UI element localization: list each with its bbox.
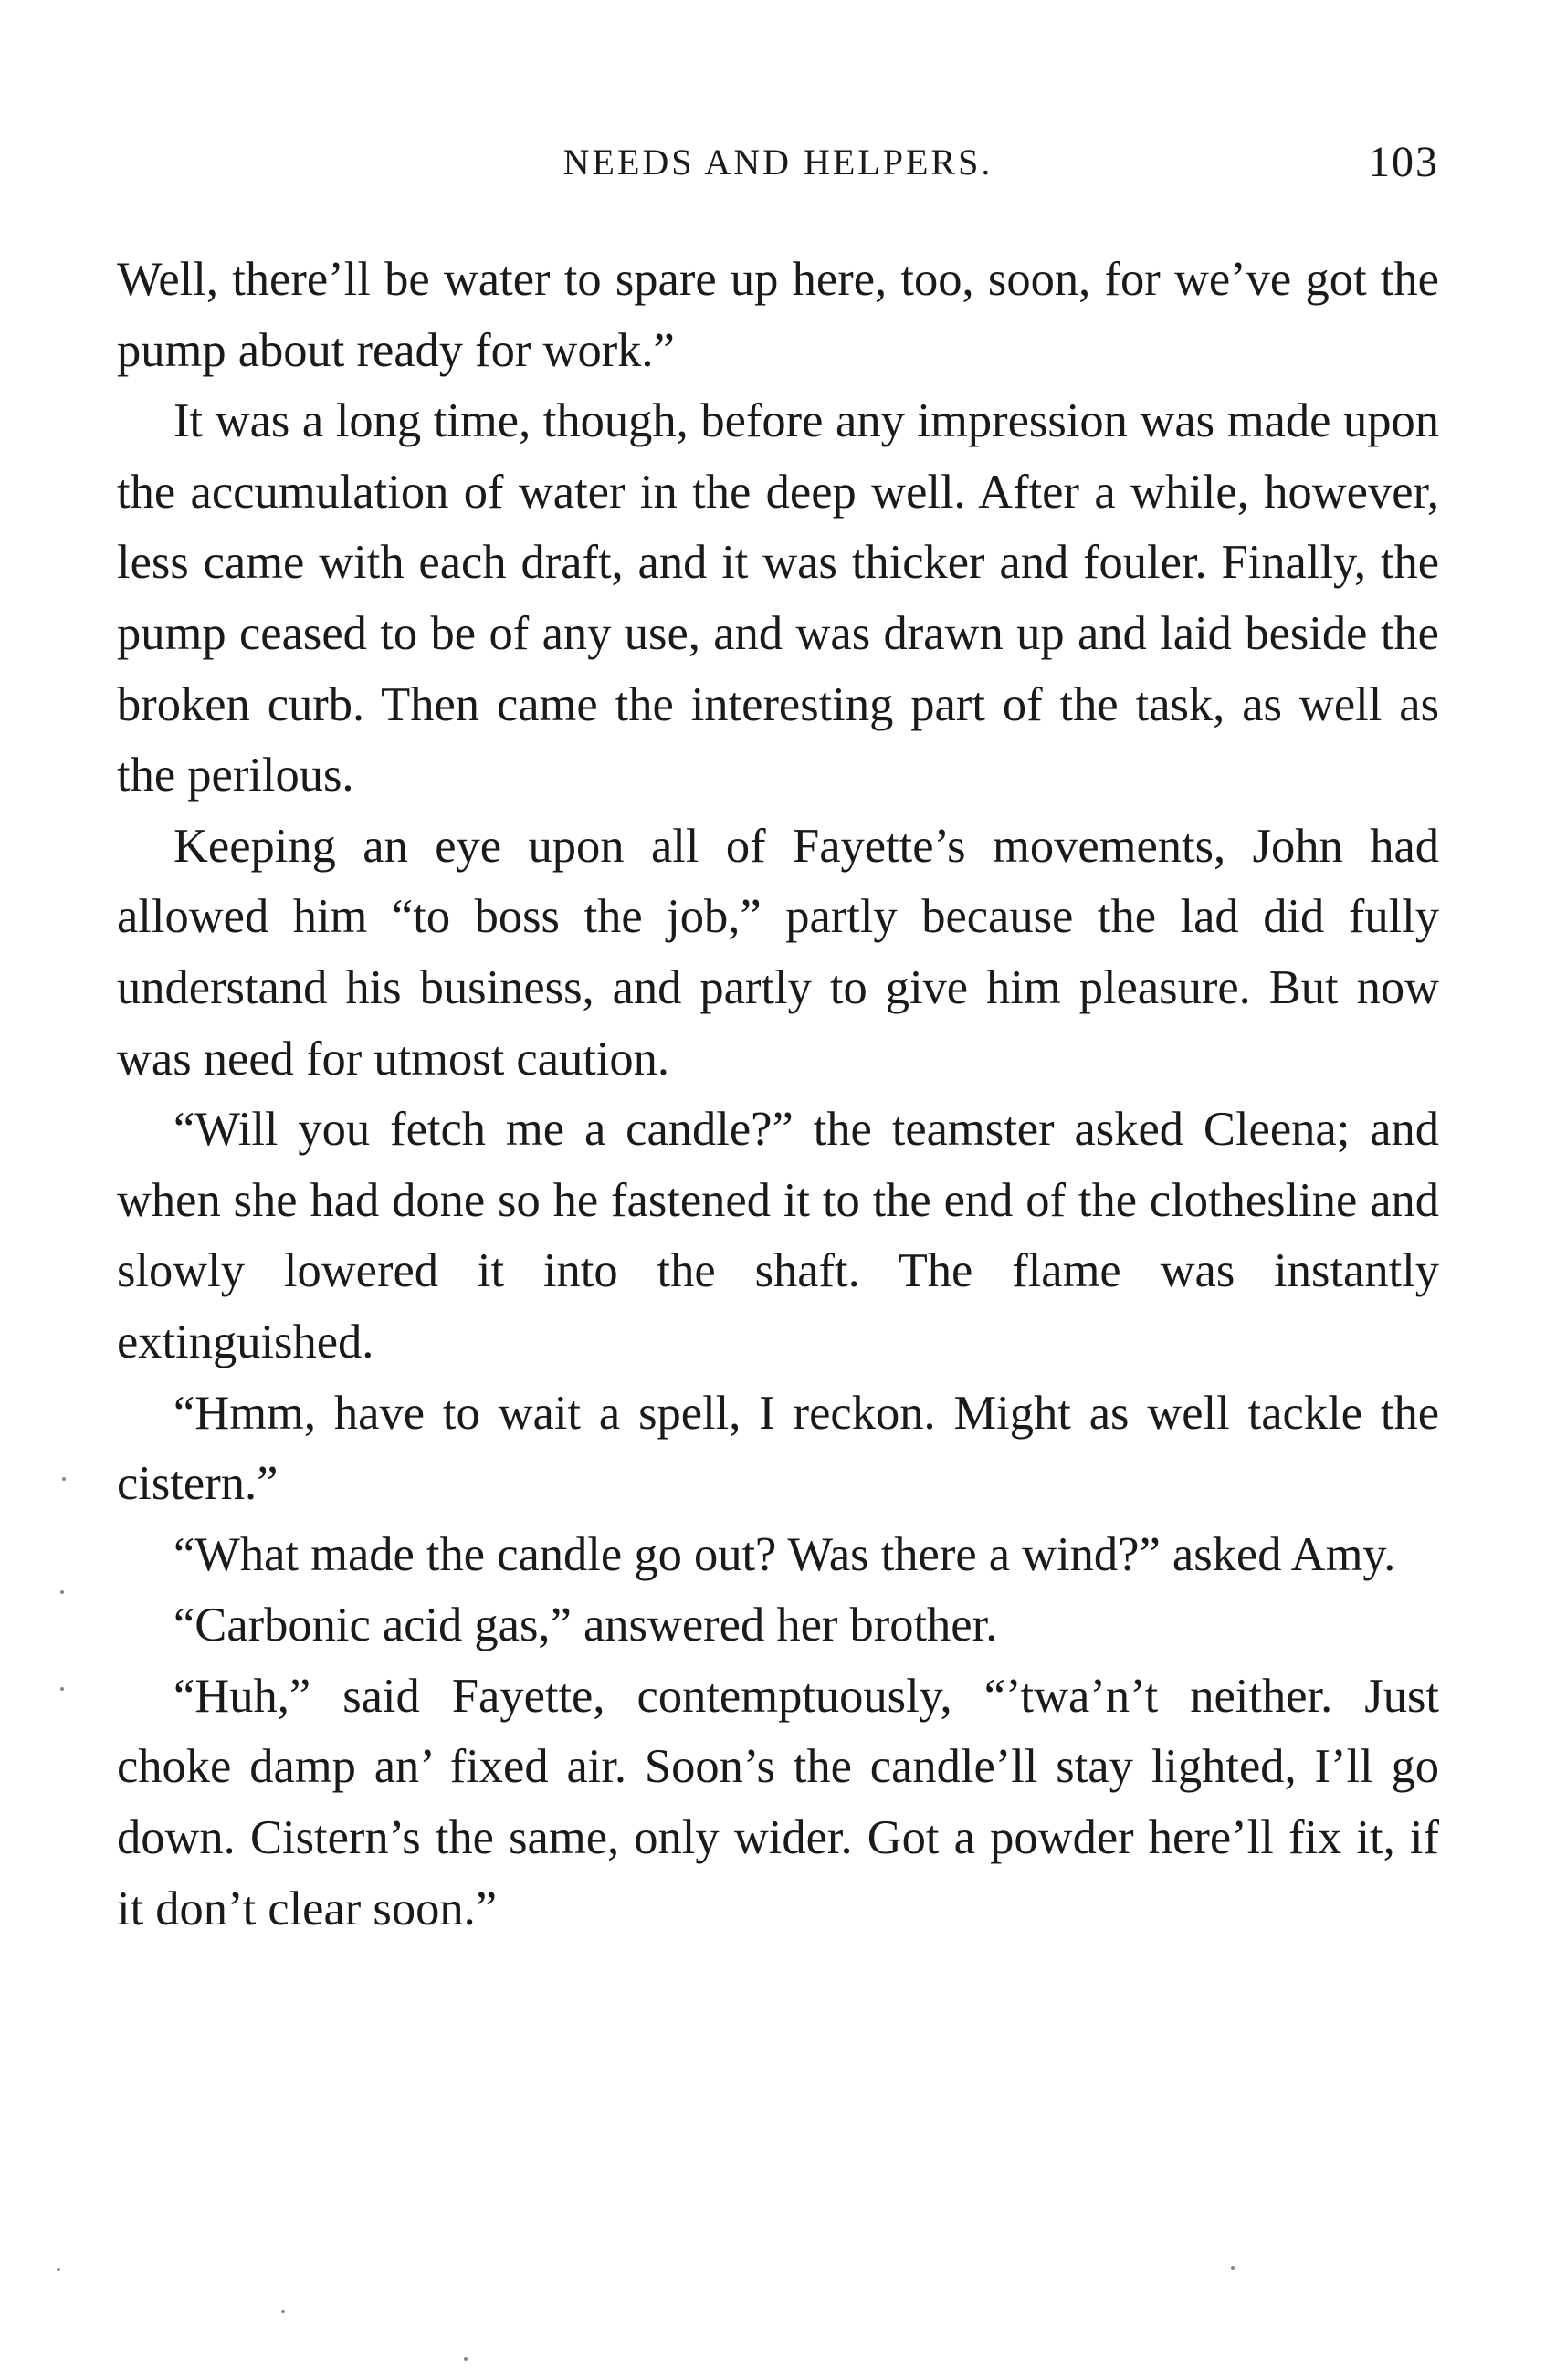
scan-speck [281, 2310, 285, 2313]
scan-speck [464, 2357, 468, 2361]
running-title: NEEDS AND HELPERS. [562, 142, 994, 183]
page-number: 103 [1368, 138, 1439, 186]
scan-speck [57, 2268, 60, 2271]
paragraph: “Carbonic acid gas,” answered her brother. [173, 1599, 998, 1652]
paragraph: Keeping an eye upon all of Fayette’s movements, John had allowed him “to boss the job,” partly because the lad did fully understand his business, and partly to give him pleasure. But now was need for utmost caution. [117, 819, 1439, 1085]
paragraph-continuation: Well, there’ll be water to spare up here, too, soon, for we’ve got the pump about ready for work.” [117, 253, 1439, 377]
paragraph: It was a long time, though, before any impression was made upon the accumulation of water in the deep well. After a while, however, less came with each draft, and it was thicker and fouler. Finally, the pump ceased to be of any use, and was drawn up and laid beside the broken curb. Then came the interesting part of the task, as well as the perilous. [117, 394, 1439, 802]
body-text [117, 245, 1439, 1945]
paragraph: “Huh,” said Fayette, contemptuously, “’twa’n’t neither. Just choke damp an’ fixed air. Soon’s the candle’ll stay lighted, I’ll go down. Cistern’s the same, only wider. Got a powder here’ll fix it, if it don’t clear soon.” [117, 1669, 1439, 1935]
paragraph: “Hmm, have to wait a spell, I reckon. Might as well tackle the cistern.” [117, 1386, 1439, 1511]
scan-speck [62, 1477, 66, 1481]
running-head [117, 135, 1439, 190]
scan-speck [60, 1687, 64, 1691]
paragraph: “What made the candle go out? Was there a wind?” asked Amy. [173, 1527, 1396, 1581]
paragraph: “Will you fetch me a candle?” the teamster asked Cleena; and when she had done so he fastened it to the end of the clothesline and slowly lowered it into the shaft. The flame was instantly extinguished. [117, 1103, 1439, 1368]
scan-speck [60, 1590, 64, 1594]
scan-speck [1231, 2266, 1235, 2270]
